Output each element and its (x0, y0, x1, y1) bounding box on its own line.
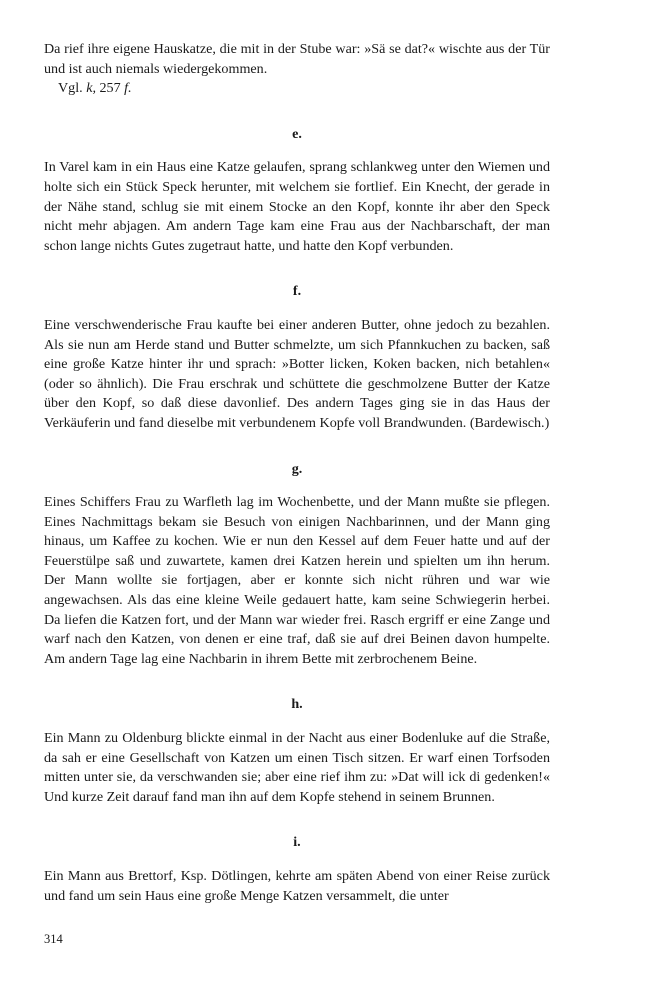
section-text-h: Ein Mann zu Oldenburg blickte einmal in der Nacht aus einer Bodenluke auf die Straße, da sah er eine Gesellschaft von Katzen um einen Tisch sitzen. Er warf einen Torfsoden mitten unter sie, da verschwanden sie; aber eine rief ihm zu: »Dat will ick di gedenken!« Und kurze Zeit darauf fand man ihn auf dem Kopfe stehend in seinem Brunnen. (44, 730, 550, 805)
section-heading-h: h. (291, 696, 303, 713)
section-text-f: Eine verschwenderische Frau kaufte bei einer anderen Butter, ohne jedoch zu bezahlen. Als sie nun am Herde stand und Butter schmelzte, um sich Pfannkuchen zu backen, saß eine große Katze hinter ihr und sprach: »Botter licken, Koken backen, nich betahlen« (oder so ähnlich). Die Frau erschrak und schüttete die geschmolzene Butter der Katze über den Kopf, so daß diese davonlief. Des andern Tages ging sie in das Haus der Verkäuferin und fand dieselbe mit verbundenem Kopfe voll Brandwunden. (Bardewisch.) (44, 316, 550, 431)
section-heading-g: g. (291, 460, 303, 477)
reference-italic-2: f. (124, 80, 132, 97)
section-heading-f: f. (292, 283, 302, 300)
reference-mid: 257 (95, 80, 125, 97)
section-text-g: Eines Schiffers Frau zu Warfleth lag im Wochenbette, und der Mann mußte sie pflegen. Eines Nachmittags bekam sie Besuch von einigen Nachbarinnen, und der Mann ging hinaus, um Kaffee zu kochen. Wie er nun den Kessel auf dem Feuer hatte und auf der Feuerstülpe saß und zuwartete, kamen drei Katzen herein und spielten um ihn herum. Der Mann wollte sie fortjagen, aber er konnte sich nicht rühren und war wie angewachsen. Als das eine kleine Weile gedauert hatte, kam seine Schwiegerin herbei. Da liefen die Katzen fort, und der Mann war wieder frei. Rasch ergriff er eine Zange und warf nach den Katzen, von denen er eine traf, daß sie auf drei Beinen davon humpelte. Am andern Tage lag eine Nachbarin in ihrem Bette mit zerbrochenem Beine. (44, 494, 550, 667)
opening-paragraph: Da rief ihre eigene Hauskatze, die mit in der Stube war: »Sä se dat?« wischte aus der Tür und ist auch niemals wiedergekommen. (44, 41, 550, 77)
section-text-i: Ein Mann aus Brettorf, Ksp. Dötlingen, kehrte am späten Abend von einer Reise zurück und fand um sein Haus eine große Menge Katzen versammelt, die unter (44, 868, 550, 904)
section-text-e: In Varel kam in ein Haus eine Katze gelaufen, sprang schlankweg unter den Wiemen und holte sich ein Stück Speck herunter, mit welchem sie fortlief. Ein Knecht, der gerade in der Nähe stand, schlug sie mit einem Stocke an den Kopf, konnte ihr aber den Speck nicht mehr abjagen. Am andern Tage kam eine Frau aus der Nachbarschaft, der man schon lange nichts Gutes zugetraut hatte, und hatte den Kopf verbunden. (44, 159, 550, 254)
section-heading-i: i. (293, 834, 301, 851)
section-heading-e: e. (292, 125, 302, 142)
reference-italic: k, (86, 80, 96, 97)
page-body (44, 40, 550, 906)
reference-prefix: Vgl. (58, 80, 87, 97)
reference-note (44, 79, 550, 99)
page-number: 314 (44, 932, 63, 946)
